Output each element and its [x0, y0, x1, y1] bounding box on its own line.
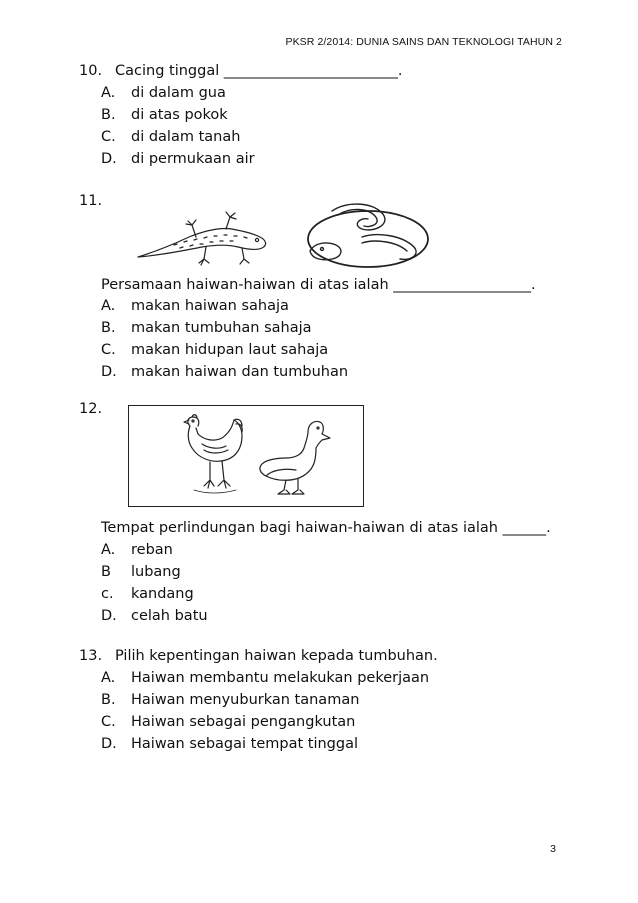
option-letter: D.: [101, 151, 117, 167]
q12-number: 12.: [79, 401, 103, 417]
q11-option-a[interactable]: [101, 297, 289, 315]
option-letter: C.: [101, 129, 116, 145]
q11-number: 11.: [79, 193, 103, 209]
option-text: Haiwan membantu melakukan pekerjaan: [131, 670, 430, 686]
q12-option-b[interactable]: [101, 563, 181, 581]
q10-option-d[interactable]: [101, 150, 255, 168]
option-text: makan haiwan dan tumbuhan: [131, 364, 349, 380]
q13-option-d[interactable]: [101, 735, 358, 753]
option-text: makan tumbuhan sahaja: [131, 320, 312, 336]
q10-stem: Cacing tinggal ________________________.: [115, 63, 403, 79]
option-text: di atas pokok: [131, 107, 228, 123]
q13-option-c[interactable]: [101, 713, 355, 731]
option-text: kandang: [131, 586, 194, 602]
option-text: di dalam gua: [131, 85, 226, 101]
q10-option-c[interactable]: [101, 128, 240, 146]
q13-option-b[interactable]: [101, 691, 359, 709]
page-header: PKSR 2/2014: DUNIA SAINS DAN TEKNOLOGI TAHUN 2: [285, 36, 562, 48]
snake-icon: [302, 199, 434, 271]
option-letter: A.: [101, 85, 116, 101]
option-letter: c.: [101, 586, 114, 602]
q11-option-c[interactable]: [101, 341, 328, 359]
lizard-icon: [134, 207, 274, 267]
option-text: di dalam tanah: [131, 129, 241, 145]
q12-option-d[interactable]: [101, 607, 208, 625]
option-letter: B.: [101, 320, 116, 336]
option-text: Haiwan sebagai pengangkutan: [131, 714, 356, 730]
option-text: Haiwan sebagai tempat tinggal: [131, 736, 358, 752]
option-letter: B.: [101, 107, 116, 123]
q13-stem: Pilih kepentingan haiwan kepada tumbuhan.: [115, 648, 438, 664]
option-letter: C.: [101, 714, 116, 730]
option-letter: C.: [101, 342, 116, 358]
option-letter: D.: [101, 608, 117, 624]
option-text: makan hidupan laut sahaja: [131, 342, 329, 358]
q11-option-b[interactable]: [101, 319, 312, 337]
q12-option-a[interactable]: [101, 541, 173, 559]
option-letter: B: [101, 564, 111, 580]
option-text: di permukaan air: [131, 151, 255, 167]
q10-option-a[interactable]: [101, 84, 226, 102]
duck-icon: [256, 418, 332, 500]
option-letter: A.: [101, 298, 116, 314]
q10-number: 10.: [79, 63, 103, 79]
q13-number: 13.: [79, 648, 103, 664]
page-number: 3: [550, 843, 556, 855]
option-letter: B.: [101, 692, 116, 708]
option-text: lubang: [131, 564, 181, 580]
option-letter: A.: [101, 670, 116, 686]
option-letter: D.: [101, 736, 117, 752]
q12-option-c[interactable]: [101, 585, 194, 603]
hen-icon: [176, 414, 248, 500]
q11-option-d[interactable]: [101, 363, 348, 381]
option-letter: A.: [101, 542, 116, 558]
q11-stem: Persamaan haiwan-haiwan di atas ialah ___________________.: [101, 277, 536, 293]
option-text: reban: [131, 542, 173, 558]
q12-stem: Tempat perlindungan bagi haiwan-haiwan di atas ialah ______.: [101, 520, 551, 536]
q13-option-a[interactable]: [101, 669, 429, 687]
option-text: celah batu: [131, 608, 208, 624]
option-text: Haiwan menyuburkan tanaman: [131, 692, 360, 708]
q10-option-b[interactable]: [101, 106, 228, 124]
option-letter: D.: [101, 364, 117, 380]
option-text: makan haiwan sahaja: [131, 298, 289, 314]
